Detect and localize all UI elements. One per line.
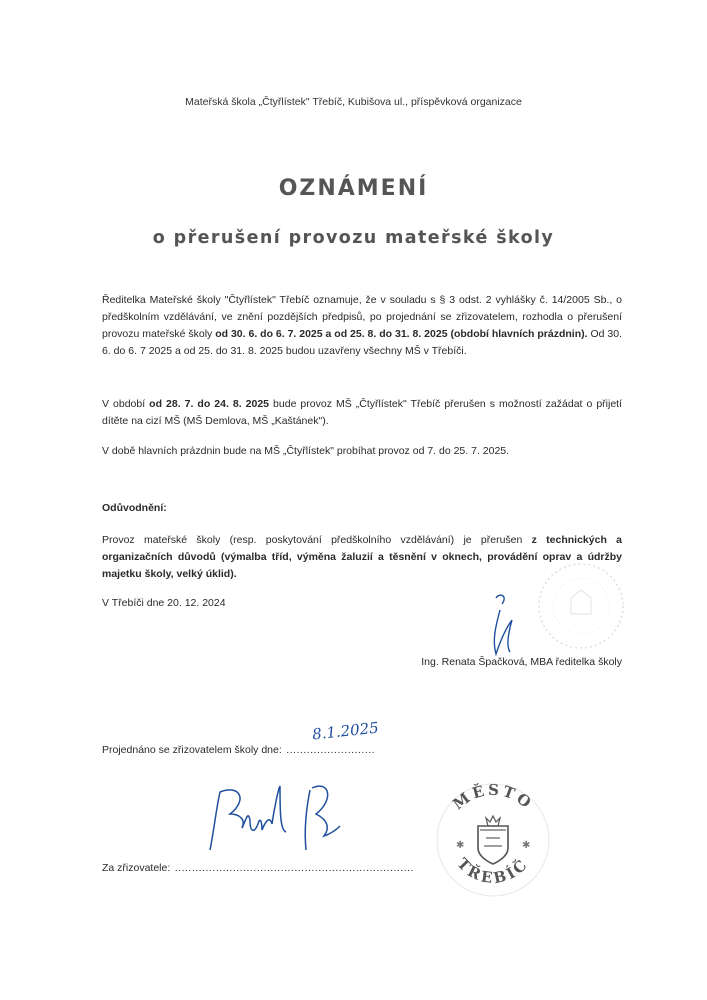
paragraph-text: V období — [102, 398, 150, 410]
discussed-label: Projednáno se zřizovatelem školy dne: — [102, 744, 282, 756]
document-title: OZNÁMENÍ — [278, 176, 429, 201]
signatory-name: Ing. Renata Špačková, MBA ředitelka školy — [421, 656, 622, 668]
founder-line — [102, 858, 414, 876]
svg-text:TŘEBÍČ — [454, 854, 533, 887]
handwritten-date: 8.1.2025 — [311, 718, 380, 744]
document-subtitle: o přerušení provozu mateřské školy — [152, 228, 555, 248]
founder-label: Za zřizovatele: — [102, 862, 171, 874]
school-stamp — [535, 560, 627, 652]
city-stamp — [428, 778, 558, 898]
stamp-bottom-text: TŘEBÍČ — [453, 854, 533, 888]
date-line: V Třebíči dne 20. 12. 2024 — [102, 597, 226, 609]
star-icon: ✱ — [456, 840, 465, 851]
paragraph-text: bude provoz MŠ „Čtyřlístek" Třebíč přerušen s možností zažádat o přijetí dítěte na cizí MŠ (MŠ Demlova, MŠ „Kaštánek"). — [102, 398, 623, 427]
paragraph-text: Od 30. 6. do 6. 7 2025 a od 25. do 31. 8. 2025 budou uzavřeny všechny MŠ v Třebíči. — [102, 328, 622, 357]
svg-text:MĚSTO — [449, 781, 536, 814]
school-header: Mateřská škola „Čtyřlístek" Třebíč, Kubišova ul., příspěvková organizace — [185, 96, 522, 108]
coat-of-arms-icon — [478, 816, 508, 864]
star-icon: ✱ — [522, 840, 531, 851]
stamp-top-text: MĚSTO — [449, 780, 537, 814]
founder-dots: ...................................................................... — [174, 862, 414, 874]
reason-bold: z technických a organizačních důvodů (výmalba tříd, výměna žaluzií a těsnění v oknech, provádění oprav a údržby majetku školy, velký úklid). — [102, 534, 622, 580]
director-signature — [478, 590, 538, 660]
paragraph-summer-operation: V době hlavních prázdnin bude na MŠ „Čtyřlístek" probíhat provoz od 7. do 25. 7. 2025. — [102, 445, 510, 457]
discussed-dots: .......................... — [286, 744, 376, 756]
reason-heading: Odůvodnění: — [102, 502, 167, 514]
closure-dates-bold: od 30. 6. do 6. 7. 2025 a od 25. 8. do 31. 8. 2025 (období hlavních prázdnin). — [215, 328, 588, 340]
paragraph-closure-dates — [102, 292, 622, 360]
paragraph-text: Ředitelka Mateřské školy "Čtyřlístek" Třebíč oznamuje, že v souladu s § 3 odst. 2 vyhlášky č. 14/2005 Sb., o předškolním vzdělávání, ve znění pozdějších předpisů, po projednání se zřizovatelem, rozhodla o přerušení provozu mateřské školy — [102, 294, 622, 340]
summer-dates-bold: od 28. 7. do 24. 8. 2025 — [149, 398, 270, 410]
paragraph-summer-break — [102, 396, 622, 430]
discussed-line — [102, 740, 375, 758]
paragraph-text: Provoz mateřské školy (resp. poskytování předškolního vzdělávání) je přerušen — [102, 534, 532, 546]
founder-signature — [200, 780, 360, 860]
